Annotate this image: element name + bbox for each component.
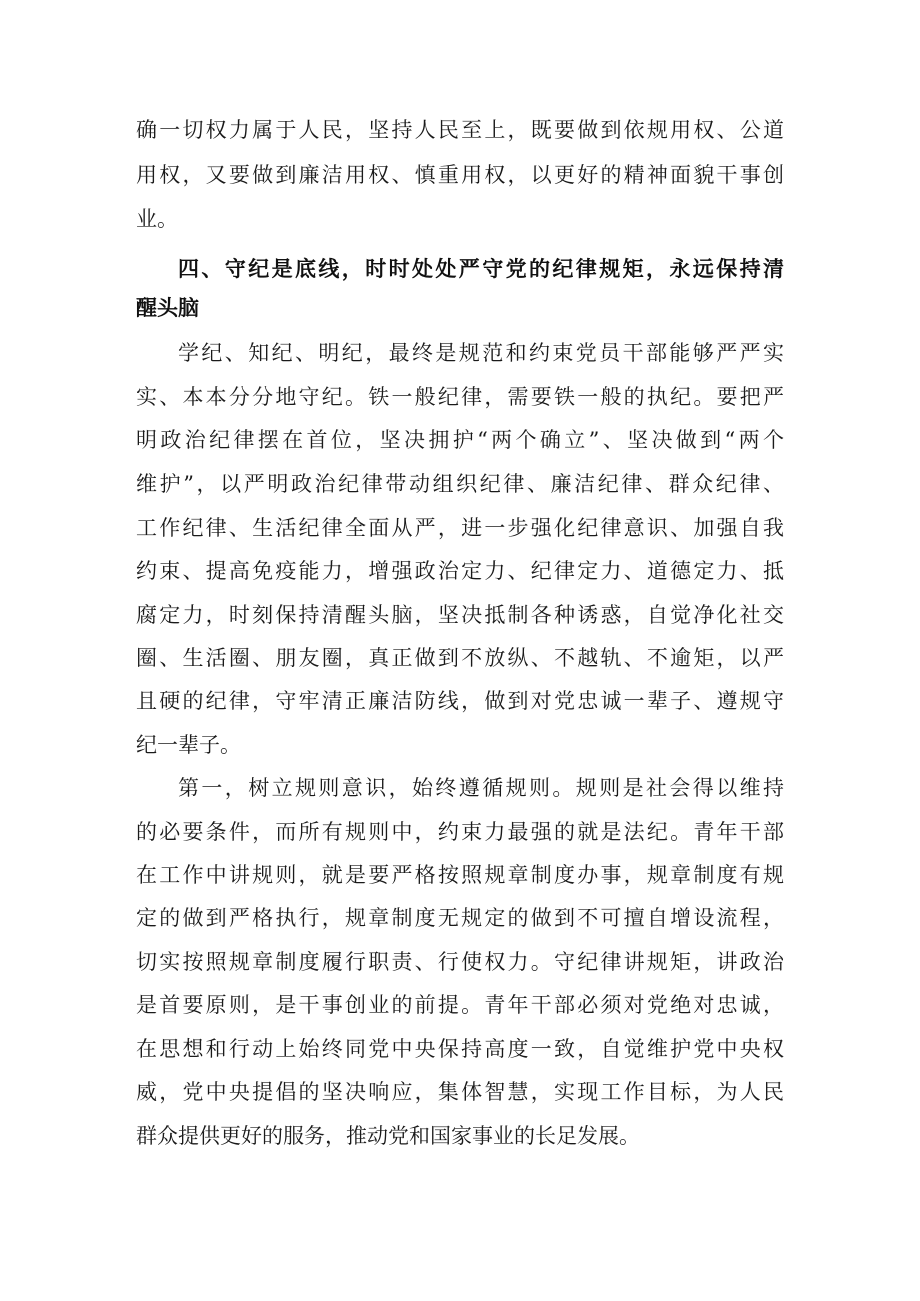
paragraph-line: 工作纪律、生活纪律全面从严，进一步强化纪律意识、加强自我 [136,516,784,540]
intro-line: 用权，又要做到廉洁用权、慎重用权，以更好的精神面貌干事创 [136,163,784,187]
section-heading-line: 四、守纪是底线，时时处处严守党的纪律规矩，永远保持清 [178,257,784,281]
paragraph-line: 威，党中央提倡的坚决响应，集体智慧，实现工作目标，为人民 [136,1080,784,1104]
paragraph-line: 的必要条件，而所有规则中，约束力最强的就是法纪。青年干部 [136,820,784,844]
paragraph-line: 约束、提高免疫能力，增强政治定力、纪律定力、道德定力、抵 [136,559,784,583]
paragraph-line: 学纪、知纪、明纪，最终是规范和约束党员干部能够严严实 [178,341,784,365]
paragraph-line: 纪一辈子。 [136,733,241,757]
paragraph-line: 腐定力，时刻保持清醒头脑，坚决抵制各种诱惑，自觉净化社交 [136,603,784,627]
intro-line: 确一切权力属于人民，坚持人民至上，既要做到依规用权、公道 [136,118,784,142]
paragraph-line: 维护”，以严明政治纪律带动组织纪律、廉洁纪律、群众纪律、 [136,472,784,496]
paragraph-line: 实、本本分分地守纪。铁一般纪律，需要铁一般的执纪。要把严 [136,385,784,409]
paragraph-line: 群众提供更好的服务，推动党和国家事业的长足发展。 [136,1124,640,1148]
paragraph-line: 定的做到严格执行，规章制度无规定的做到不可擅自增设流程， [136,906,784,930]
paragraph-line: 在工作中讲规则，就是要严格按照规章制度办事，规章制度有规 [136,863,784,887]
section-heading-line: 醒头脑 [136,296,199,320]
paragraph-line: 且硬的纪律，守牢清正廉洁防线，做到对党忠诚一辈子、遵规守 [136,689,784,713]
paragraph-line: 切实按照规章制度履行职责、行使权力。守纪律讲规矩，讲政治 [136,950,784,974]
paragraph-line: 在思想和行动上始终同党中央保持高度一致，自觉维护党中央权 [136,1037,784,1061]
intro-line: 业。 [136,207,178,231]
paragraph-line: 是首要原则，是干事创业的前提。青年干部必须对党绝对忠诚， [136,993,784,1017]
paragraph-line: 圈、生活圈、朋友圈，真正做到不放纵、不越轨、不逾矩，以严 [136,646,784,670]
paragraph-line: 第一，树立规则意识，始终遵循规则。规则是社会得以维持 [178,776,784,800]
paragraph-line: 明政治纪律摆在首位，坚决拥护“两个确立”、坚决做到“两个 [136,428,784,452]
